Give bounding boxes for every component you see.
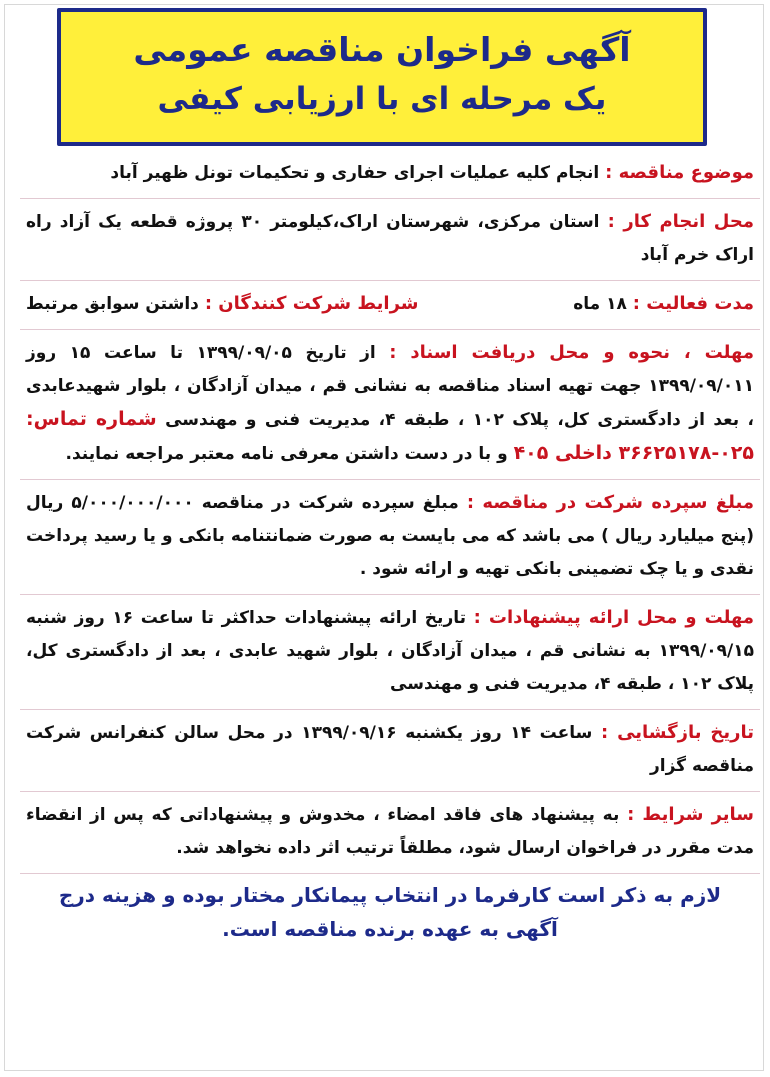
notice-body bbox=[20, 150, 760, 946]
duration-conditions-section bbox=[20, 281, 760, 330]
proposals-section bbox=[20, 595, 760, 710]
conditions-block bbox=[26, 287, 418, 321]
proposals-label: مهلت و محل ارائه پیشنهادات : bbox=[473, 607, 754, 628]
phone-label: شماره تماس: bbox=[26, 408, 157, 430]
location-label: محل انجام کار : bbox=[607, 211, 754, 232]
subject-text: انجام کلیه عملیات اجرای حفاری و تحکیمات تونل ظهیر آباد bbox=[110, 163, 600, 183]
documents-label: مهلت ، نحوه و محل دریافت اسناد : bbox=[389, 342, 755, 363]
documents-section bbox=[20, 330, 760, 480]
other-conditions-label: سایر شرایط : bbox=[627, 804, 754, 825]
subject-label: موضوع مناقصه : bbox=[605, 162, 754, 183]
footer-line-2: آگهی به عهده برنده مناقصه است. bbox=[222, 917, 558, 941]
conditions-label: شرایط شرکت کنندگان : bbox=[204, 293, 419, 314]
deposit-section bbox=[20, 480, 760, 595]
other-conditions-text: به پیشنهاد های فاقد امضاء ، مخدوش و پیشنهاداتی که پس از انقضاء مدت مقرر در فراخوان ارسال شود، مطلقاً ترتیب اثر داده نخواهد شد. bbox=[26, 805, 754, 858]
notice-header bbox=[57, 8, 707, 146]
location-section bbox=[20, 199, 760, 281]
documents-text: از تاریخ ۱۳۹۹/۰۹/۰۵ تا ساعت ۱۵ روز ۱۳۹۹/۰۹/۰۱۱ جهت تهیه اسناد مناقصه به نشانی قم ، میدان آزادگان ، بلوار شهیدعابدی ، بعد از دادگستری کل، پلاک ۱۰۲ ، طبقه ۴، مدیریت فنی و مهندسی bbox=[26, 343, 755, 430]
duration-label: مدت فعالیت : bbox=[632, 293, 754, 314]
notice-footer bbox=[20, 874, 760, 946]
notice-title: آگهی فراخوان مناقصه عمومی bbox=[133, 30, 631, 69]
subject-section bbox=[20, 150, 760, 199]
documents-text-after: و با در دست داشتن معرفی نامه معتبر مراجعه نمایند. bbox=[65, 444, 508, 464]
deposit-label: مبلغ سپرده شرکت در مناقصه : bbox=[466, 492, 754, 513]
proposals-text: تاریخ ارائه پیشنهادات حداکثر تا ساعت ۱۶ روز شنبه ۱۳۹۹/۰۹/۱۵ به نشانی قم ، میدان آزادگان ، بلوار شهید عابدی ، بعد از دادگستری کل، پلاک ۱۰۲ ، طبقه ۴، مدیریت فنی و مهندسی bbox=[26, 608, 754, 694]
conditions-text: داشتن سوابق مرتبط bbox=[26, 294, 199, 314]
opening-text: ساعت ۱۴ روز یکشنبه ۱۳۹۹/۰۹/۱۶ در محل سالن کنفرانس شرکت مناقصه گزار bbox=[26, 723, 754, 776]
deposit-text: مبلغ سپرده شرکت در مناقصه ۵/۰۰۰/۰۰۰/۰۰۰ ریال (پنج میلیارد ریال ) می باشد که می بایست به صورت ضمانتنامه بانکی و یا رسید پرداخت نقدی و یا چک تضمینی بانکی تهیه و ارائه شود . bbox=[26, 493, 754, 579]
phone-number: ۰۲۵-۳۶۶۲۵۱۷۸ داخلی ۴۰۵ bbox=[513, 442, 754, 464]
other-conditions-section bbox=[20, 792, 760, 874]
notice-subtitle: یک مرحله ای با ارزیابی کیفی bbox=[157, 81, 607, 117]
location-text: استان مرکزی، شهرستان اراک،کیلومتر ۳۰ پروژه قطعه یک آزاد راه اراک خرم آباد bbox=[26, 212, 754, 265]
footer-line-1: لازم به ذکر است کارفرما در انتخاب پیمانکار مختار بوده و هزینه درج bbox=[58, 883, 722, 907]
opening-section bbox=[20, 710, 760, 792]
duration-block bbox=[573, 287, 754, 321]
duration-text: ۱۸ ماه bbox=[573, 294, 627, 314]
opening-label: تاریخ بازگشایی : bbox=[600, 722, 754, 743]
